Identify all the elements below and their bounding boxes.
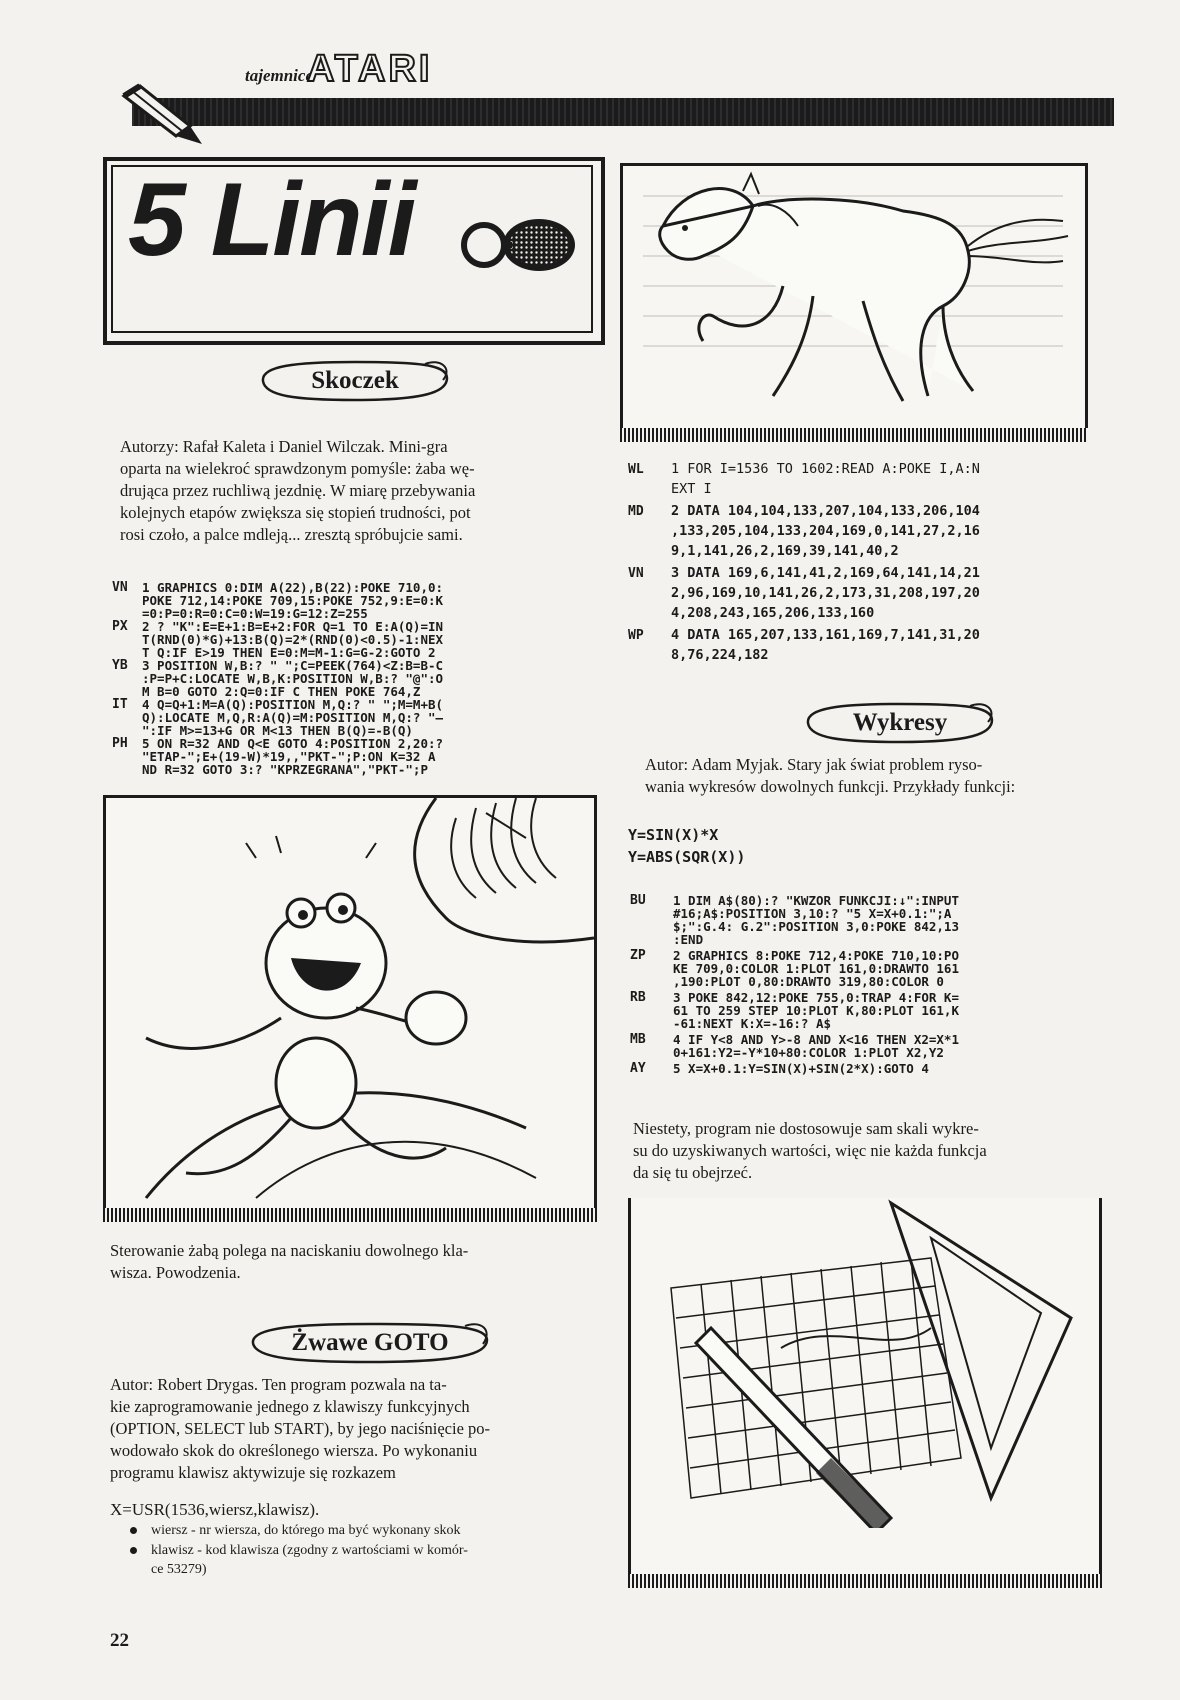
zwawe-intro bbox=[110, 1374, 602, 1484]
code-text: 4,208,243,165,206,133,160 bbox=[671, 605, 875, 621]
bullet-text: klawisz - kod klawisza (zgodny z wartościami w komór- bbox=[151, 1543, 468, 1558]
zwawe-intro-line: (OPTION, SELECT lub START), by jego naciśnięcie po- bbox=[110, 1419, 491, 1438]
zwawe-intro-line: kie zaprogramowanie jednego z klawiszy funkcyjnych bbox=[110, 1397, 470, 1416]
page-number: 22 bbox=[110, 1630, 129, 1651]
code-text: ,133,205,104,133,204,169,0,141,27,2,16 bbox=[671, 523, 980, 539]
page-title: 5 Linii bbox=[128, 162, 415, 278]
pen-graph-drawing bbox=[631, 1198, 1099, 1574]
pen-graph-illustration bbox=[628, 1198, 1102, 1574]
wykresy-code-listing bbox=[630, 893, 1100, 1093]
wykresy-outro-line: da się tu obejrzeć. bbox=[633, 1163, 753, 1182]
skoczek-outro-line: Sterowanie żabą polega na naciskaniu dowolnego kla- bbox=[110, 1241, 469, 1260]
code-text: ":IF M>=13+G OR M<13 THEN B(Q)=-B(Q) bbox=[142, 723, 413, 738]
code-text: Q):LOCATE M,Q,R:A(Q)=M:POSITION M,Q:? "— bbox=[142, 710, 444, 725]
code-text: 5 X=X+0.1:Y=SIN(X)+SIN(2*X):GOTO 4 bbox=[673, 1061, 929, 1076]
code-text: 4 IF Y<8 AND Y>-8 AND X<16 THEN X2=X*1 bbox=[673, 1032, 959, 1047]
zwawe-code-listing bbox=[628, 462, 1098, 662]
code-text: "ETAP-";E+(19-W)*19,,"PKT-";P:ON K=32 A bbox=[142, 749, 436, 764]
zwawe-heading-banner bbox=[245, 1320, 495, 1366]
function-example: Y=ABS(SQR(X)) bbox=[628, 848, 746, 866]
horse-frame-edge bbox=[620, 428, 1088, 442]
code-text: 9,1,141,26,2,169,39,141,40,2 bbox=[671, 543, 899, 559]
code-line-label: PH bbox=[112, 736, 128, 751]
skoczek-intro-line: oparta na wielekroć sprawdzonym pomyśle: żaba wę- bbox=[120, 459, 475, 478]
skoczek-code-listing bbox=[112, 580, 602, 790]
wykresy-intro bbox=[645, 754, 1100, 798]
skoczek-outro-line: wisza. Powodzenia. bbox=[110, 1263, 241, 1282]
wykresy-intro-line: Autor: Adam Myjak. Stary jak świat problem ryso- bbox=[645, 755, 983, 774]
code-text: ,190:PLOT 0,80:DRAWTO 319,80:COLOR 0 bbox=[673, 974, 944, 989]
code-text: T(RND(0)*G)+13:B(Q)=2*(RND(0)<0.5)-1:NEX bbox=[142, 632, 444, 647]
frog-illustration bbox=[103, 795, 597, 1211]
function-example: Y=SIN(X)*X bbox=[628, 826, 719, 844]
frog-drawing bbox=[106, 798, 594, 1208]
frog-frame-edge bbox=[103, 1208, 597, 1222]
code-line-label: RB bbox=[630, 990, 646, 1005]
code-text: $;":G.4: G.2":POSITION 3,0:POKE 842,13 bbox=[673, 919, 959, 934]
code-line-label: AY bbox=[630, 1061, 646, 1076]
code-line-label: MB bbox=[630, 1032, 646, 1047]
code-text: 3 POKE 842,12:POKE 755,0:TRAP 4:FOR K= bbox=[673, 990, 959, 1005]
wykresy-heading-banner bbox=[800, 700, 1000, 746]
skoczek-heading: Skoczek bbox=[311, 367, 399, 394]
code-line-label: VN bbox=[112, 580, 128, 595]
logo-small-text: tajemnice bbox=[245, 66, 313, 85]
bullet-dot bbox=[130, 1547, 137, 1554]
code-text: T Q:IF E>19 THEN E=0:M=M-1:G=G-2:GOTO 2 bbox=[142, 645, 436, 660]
pen-graph-frame-edge bbox=[628, 1574, 1102, 1588]
zwawe-formula: X=USR(1536,wiersz,klawisz). bbox=[110, 1500, 320, 1519]
skoczek-intro-line: drująca przez ruchliwą jezdnię. W miarę przebywania bbox=[120, 481, 476, 500]
code-text: #16;A$:POSITION 3,10:? "5 X=X+0.1:";A bbox=[673, 906, 952, 921]
wykresy-examples bbox=[628, 824, 745, 868]
zwawe-bullet-continuation: ce 53279) bbox=[151, 1562, 207, 1577]
code-line-label: YB bbox=[112, 658, 128, 673]
code-text: 5 ON R=32 AND Q<E GOTO 4:POSITION 2,20:? bbox=[142, 736, 444, 751]
code-text: POKE 712,14:POKE 709,15:POKE 752,9:E=0:K bbox=[142, 593, 444, 608]
pencil-icon bbox=[118, 82, 208, 148]
bullet-text: wiersz - nr wiersza, do którego ma być wykonany skok bbox=[151, 1523, 461, 1538]
zwawe-intro-line: wodowało skok do określonego wiersza. Po wykonaniu bbox=[110, 1441, 478, 1460]
horse-illustration bbox=[620, 163, 1088, 431]
code-line-label: WP bbox=[628, 628, 644, 643]
magazine-logo bbox=[245, 48, 432, 91]
code-text: EXT I bbox=[671, 481, 712, 497]
wykresy-heading: Wykresy bbox=[852, 709, 948, 736]
bullet-dot bbox=[130, 1527, 137, 1534]
horse-drawing bbox=[623, 166, 1085, 428]
code-text: 1 GRAPHICS 0:DIM A(22),B(22):POKE 710,0: bbox=[142, 580, 444, 595]
code-text: 2 ? "K":E=E+1:B=E+2:FOR Q=1 TO E:A(Q)=IN bbox=[142, 619, 444, 634]
logo-big-text: ATARI bbox=[306, 48, 433, 90]
code-line-label: MD bbox=[628, 504, 644, 519]
code-text: 2 DATA 104,104,133,207,104,133,206,104 bbox=[671, 503, 980, 519]
code-text: 1 FOR I=1536 TO 1602:READ A:POKE I,A:N bbox=[671, 461, 980, 477]
code-text: 8,76,224,182 bbox=[671, 647, 769, 663]
code-line-label: IT bbox=[112, 697, 128, 712]
code-text: 3 DATA 169,6,141,41,2,169,64,141,14,21 bbox=[671, 565, 980, 581]
code-text: 0+161:Y2=-Y*10+80:COLOR 1:PLOT X2,Y2 bbox=[673, 1045, 944, 1060]
skoczek-intro-line: rosi czoło, a palce mdleją... zresztą spróbujcie sami. bbox=[120, 525, 463, 544]
code-line-label: WL bbox=[628, 462, 644, 477]
wykresy-outro-line: su do uzyskiwanych wartości, więc nie każda funkcja bbox=[633, 1141, 987, 1160]
code-text: M B=0 GOTO 2:Q=0:IF C THEN POKE 764,Z bbox=[142, 684, 421, 699]
zwawe-intro-line: programu klawisz aktywizuje się rozkazem bbox=[110, 1463, 396, 1482]
skoczek-intro-line: Autorzy: Rafał Kaleta i Daniel Wilczak. Mini-gra bbox=[120, 437, 448, 456]
code-text: 2,96,169,10,141,26,2,173,31,208,197,20 bbox=[671, 585, 980, 601]
code-line-label: PX bbox=[112, 619, 128, 634]
pen-nib-icon bbox=[454, 205, 579, 285]
zwawe-heading: Żwawe GOTO bbox=[291, 1329, 449, 1356]
skoczek-heading-banner bbox=[255, 358, 455, 404]
code-text: 61 TO 259 STEP 10:PLOT K,80:PLOT 161,K bbox=[673, 1003, 959, 1018]
zwawe-intro-line: Autor: Robert Drygas. Ten program pozwala na ta- bbox=[110, 1375, 447, 1394]
zwawe-bullet bbox=[130, 1522, 460, 1540]
code-text: -61:NEXT K:X=-16:? A$ bbox=[673, 1016, 832, 1031]
code-line-label: BU bbox=[630, 893, 646, 908]
code-text: :END bbox=[673, 932, 704, 947]
skoczek-outro bbox=[110, 1240, 600, 1284]
code-text: 1 DIM A$(80):? "KWZOR FUNKCJI:↓":INPUT bbox=[673, 893, 959, 908]
wykresy-intro-line: wania wykresów dowolnych funkcji. Przykłady funkcji: bbox=[645, 777, 1016, 796]
header-bar-texture bbox=[132, 98, 1114, 126]
code-text: KE 709,0:COLOR 1:PLOT 161,0:DRAWTO 161 bbox=[673, 961, 959, 976]
code-text: =0:P=0:R=0:C=0:W=19:G=12:Z=255 bbox=[142, 606, 368, 621]
skoczek-intro bbox=[120, 436, 598, 546]
code-line-label: VN bbox=[628, 566, 644, 581]
code-text: 2 GRAPHICS 8:POKE 712,4:POKE 710,10:PO bbox=[673, 948, 959, 963]
code-line-label: ZP bbox=[630, 948, 646, 963]
code-text: 4 Q=Q+1:M=A(Q):POSITION M,Q:? " ";M=M+B( bbox=[142, 697, 444, 712]
wykresy-outro-line: Niestety, program nie dostosowuje sam skali wykre- bbox=[633, 1119, 979, 1138]
code-text: 3 POSITION W,B:? " ";C=PEEK(764)<Z:B=B-C bbox=[142, 658, 444, 673]
code-text: ND R=32 GOTO 3:? "KPRZEGRANA","PKT-";P bbox=[142, 762, 428, 777]
code-text: 4 DATA 165,207,133,161,169,7,141,31,20 bbox=[671, 627, 980, 643]
wykresy-outro bbox=[633, 1118, 1103, 1184]
zwawe-bullet bbox=[130, 1542, 468, 1560]
skoczek-intro-line: kolejnych etapów zwiększa się stopień trudności, pot bbox=[120, 503, 471, 522]
code-text: :P=P+C:LOCATE W,B,K:POSITION W,B:? "@":O bbox=[142, 671, 444, 686]
